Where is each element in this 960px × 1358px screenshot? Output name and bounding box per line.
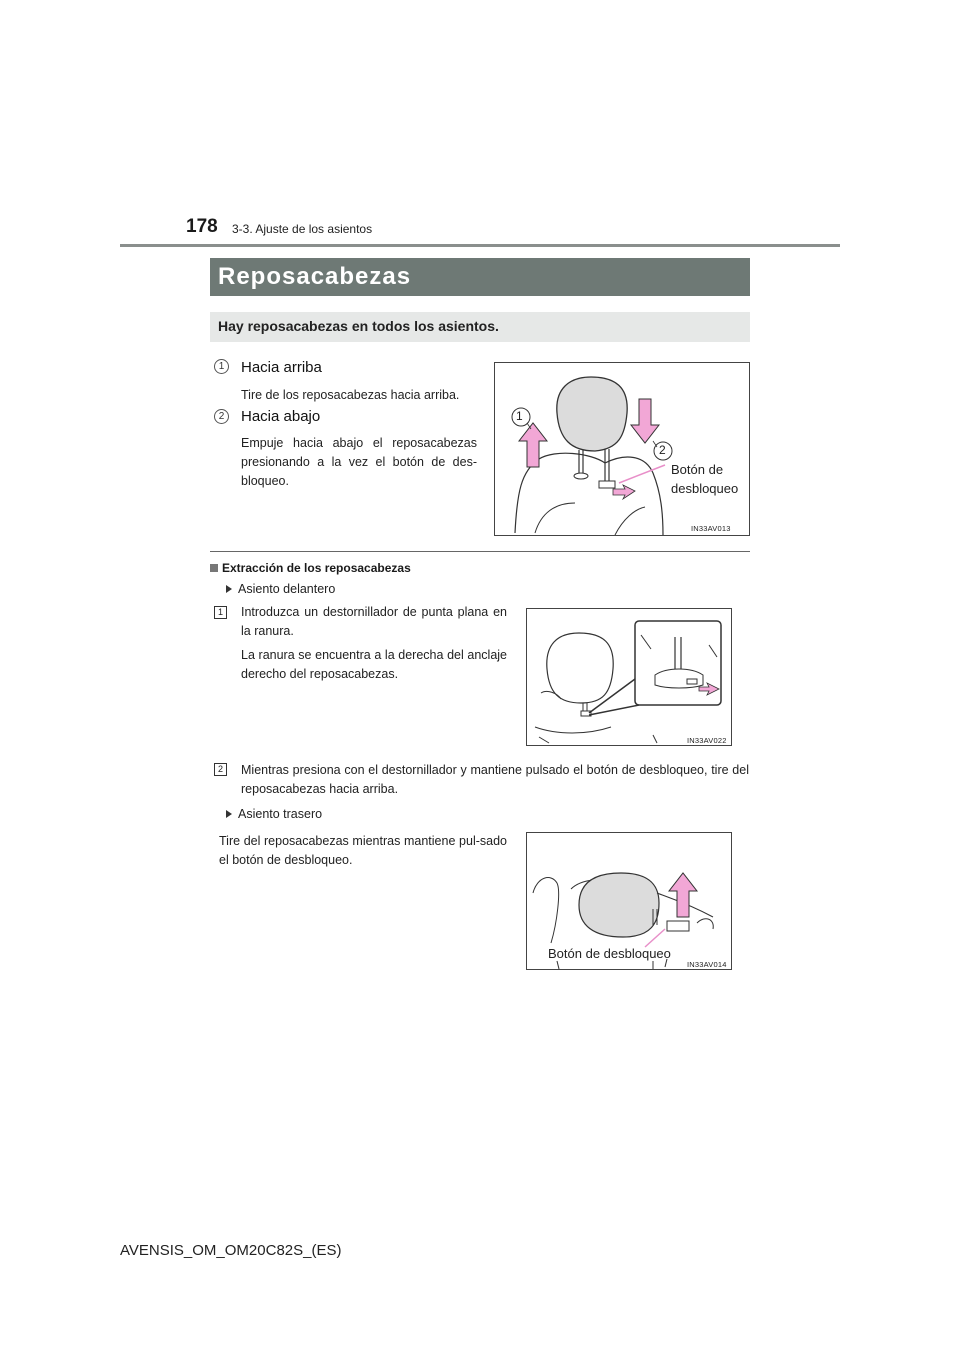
- front-seat-figure: [526, 608, 732, 746]
- item-desc-up: Tire de los reposacabezas hacia arriba.: [241, 388, 460, 402]
- removal-heading: [210, 561, 411, 575]
- rear-seat-figure: [526, 832, 732, 970]
- step-number-1: 1: [214, 606, 227, 619]
- callout-2-label: 2: [659, 443, 666, 457]
- section-title-bar: [210, 258, 750, 296]
- square-bullet-icon: [210, 564, 218, 572]
- section-separator: [210, 551, 750, 552]
- front-seat-label-text: Asiento delantero: [238, 582, 336, 596]
- release-button-label-line2: desbloqueo: [671, 481, 739, 496]
- section-title: Reposacabezas: [218, 263, 412, 290]
- intro-box: [210, 312, 750, 342]
- headrest-adjust-figure: [494, 362, 750, 536]
- front-figure-code: IN33AV022: [687, 736, 727, 745]
- headrest-adjust-illustration: [495, 363, 750, 536]
- section-reference: 3-3. Ajuste de los asientos: [232, 222, 373, 236]
- item-number-2: 2: [214, 409, 229, 424]
- document-footer: AVENSIS_OM_OM20C82S_(ES): [120, 1242, 342, 1259]
- rear-seat-label: [226, 807, 322, 821]
- rear-seat-text: Tire del reposacabezas mientras mantiene pul-sado el botón de desbloqueo.: [219, 834, 507, 867]
- intro-text: Hay reposacabezas en todos los asientos.: [218, 318, 499, 334]
- rear-figure-code: IN33AV014: [687, 960, 727, 969]
- release-button-label-line1: Botón de: [671, 462, 724, 477]
- triangle-bullet-icon: [226, 585, 232, 593]
- rear-release-button-label: Botón de desbloqueo: [548, 946, 671, 961]
- removal-heading-text: Extracción de los reposacabezas: [222, 561, 411, 575]
- triangle-bullet-icon: [226, 810, 232, 818]
- step-1-text: Introduzca un destornillador de punta plana en la ranura.: [241, 605, 507, 638]
- callout-1-label: 1: [516, 409, 523, 423]
- item-title-up: Hacia arriba: [241, 359, 322, 376]
- item-desc-down: Empuje hacia abajo el reposacabezas presionando a la vez el botón de des-bloqueo.: [241, 436, 477, 488]
- step-1-note: La ranura se encuentra a la derecha del anclaje derecho del reposacabezas.: [241, 648, 507, 681]
- front-seat-label: [226, 582, 335, 596]
- item-number-1: 1: [214, 359, 229, 374]
- figure-code: IN33AV013: [691, 524, 731, 533]
- header-divider: [120, 244, 840, 247]
- front-seat-illustration: [527, 609, 732, 746]
- item-title-down: Hacia abajo: [241, 408, 321, 425]
- rear-seat-label-text: Asiento trasero: [238, 807, 323, 821]
- step-2-text: Mientras presiona con el destornillador y mantiene pulsado el botón de desbloqueo, tire del reposacabezas hacia arriba.: [241, 763, 749, 796]
- step-number-2: 2: [214, 763, 227, 776]
- page-number: 178: [186, 216, 218, 237]
